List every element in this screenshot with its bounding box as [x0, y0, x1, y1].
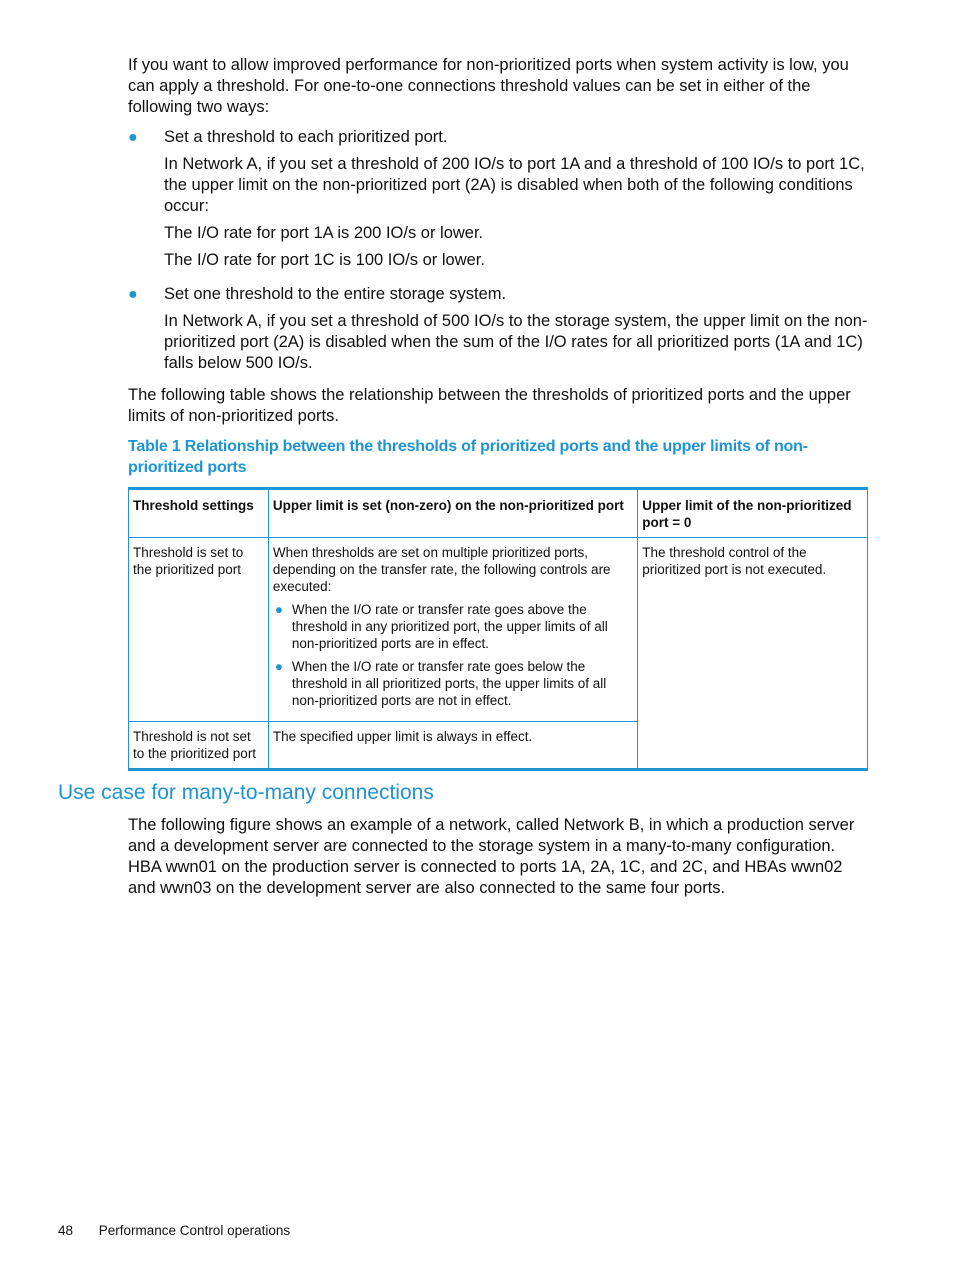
- list-item-text: When the I/O rate or transfer rate goes below the threshold in all prioritized ports, the upper limits of all non-prioritized ports are not in effect.: [291, 659, 607, 708]
- bullet-text: In Network A, if you set a threshold of 500 IO/s to the storage system, the upper limit on the non-prioritized port (2A) is disabled when the sum of the I/O rates for all prioritized ports (1A and 1C) falls below 500 IO/s.: [164, 312, 868, 372]
- column-header: Threshold settings: [129, 489, 269, 538]
- bullet-icon: ●: [274, 659, 284, 674]
- table-caption: Table 1 Relationship between the thresholds of prioritized ports and the upper limits of non-prioritized ports: [128, 438, 808, 476]
- table-cell: The specified upper limit is always in effect.: [268, 722, 637, 770]
- page-number: 48: [58, 1223, 74, 1238]
- bullet-icon: ●: [274, 602, 284, 617]
- table-cell: Threshold is set to the prioritized port: [129, 538, 269, 722]
- table-cell: The threshold control of the prioritized port is not executed.: [638, 538, 868, 770]
- chapter-title: Performance Control operations: [98, 1223, 291, 1238]
- table-cell: [268, 538, 637, 722]
- section-heading: Use case for many-to-many connections: [58, 781, 434, 804]
- bullet-text: In Network A, if you set a threshold of 200 IO/s to port 1A and a threshold of 100 IO/s to port 1C, the upper limit on the non-prioritized port (2A) is disabled when both of the following conditions occur:: [164, 155, 865, 215]
- cell-text: When thresholds are set on multiple prioritized ports, depending on the transfer rate, the following controls are executed:: [272, 545, 611, 594]
- section-paragraph: The following figure shows an example of a network, called Network B, in which a production server and a development server are connected to the storage system in a many-to-many configuration. HBA wwn01 on the production server is connected to ports 1A, 2A, 1C, and 2C, and HBAs wwn02 and wwn03 on the development server are also connected to the same four ports.: [128, 816, 855, 897]
- bullet-title: Set a threshold to each prioritized port.: [164, 128, 448, 146]
- bullet-item-1: [128, 127, 870, 277]
- bullet-item-2: [128, 284, 870, 380]
- table-intro-paragraph: The following table shows the relationship between the thresholds of prioritized ports and the upper limits of non-prioritized ports.: [128, 386, 851, 425]
- list-item-text: When the I/O rate or transfer rate goes above the threshold in any prioritized port, the upper limits of all non-prioritized ports are in effect.: [291, 602, 608, 651]
- threshold-table: [128, 487, 868, 771]
- table-cell: Threshold is not set to the prioritized port: [129, 722, 269, 770]
- page-footer: [58, 1223, 290, 1238]
- bullet-title: Set one threshold to the entire storage system.: [164, 285, 507, 303]
- bullet-text: The I/O rate for port 1C is 100 IO/s or lower.: [164, 251, 485, 269]
- table-row: [129, 538, 868, 722]
- bullet-icon: ●: [128, 286, 138, 303]
- table-header-row: [129, 489, 868, 538]
- list-item: [274, 601, 633, 652]
- bullet-text: The I/O rate for port 1A is 200 IO/s or lower.: [164, 224, 484, 242]
- cell-list: [273, 601, 633, 709]
- column-header: Upper limit is set (non-zero) on the non-prioritized port: [268, 489, 637, 538]
- list-item: [274, 658, 633, 709]
- bullet-icon: ●: [128, 129, 138, 146]
- intro-paragraph: If you want to allow improved performance for non-prioritized ports when system activity is low, you can apply a threshold. For one-to-one connections threshold values can be set in either of the following two ways:: [128, 56, 849, 116]
- column-header: Upper limit of the non-prioritized port = 0: [638, 489, 868, 538]
